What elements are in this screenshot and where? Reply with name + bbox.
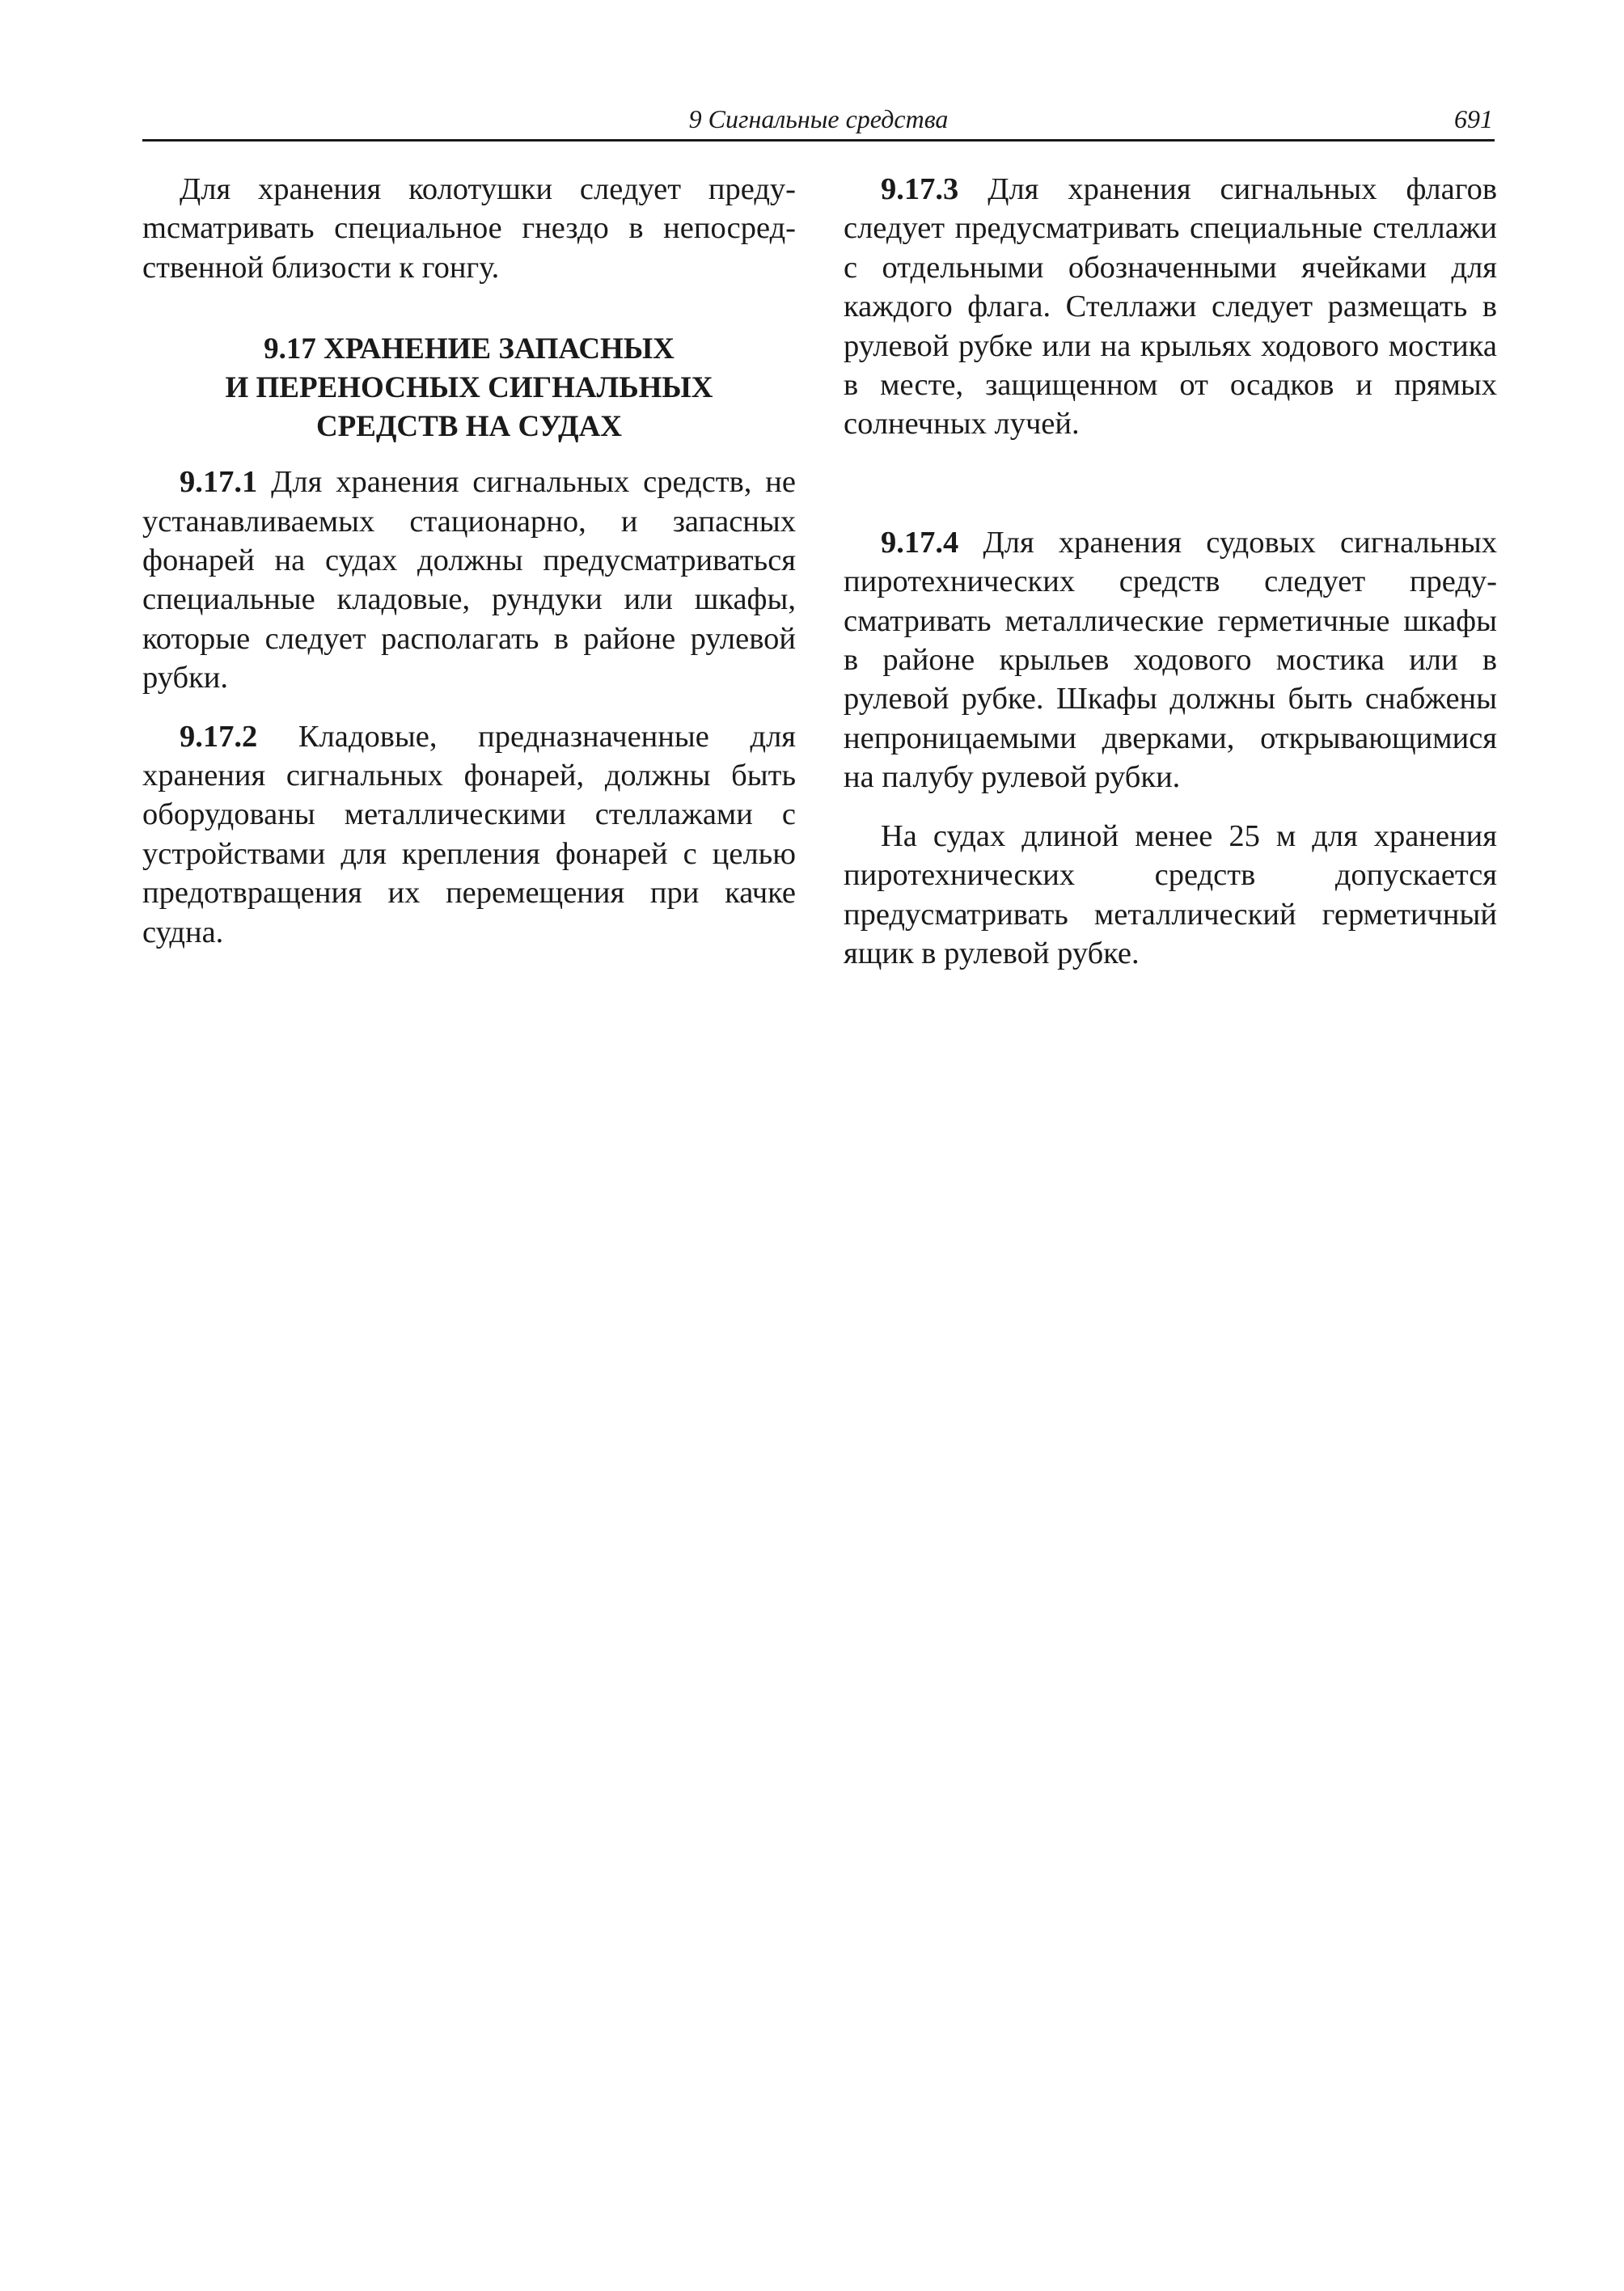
paragraph-9-17-1	[142, 463, 796, 697]
clause-number: 9.17.2	[180, 719, 258, 754]
section-heading-line-2: И ПЕРЕНОСНЫХ СИГНАЛЬНЫХ	[225, 371, 713, 405]
running-header	[142, 105, 1495, 142]
paragraph-9-17-3	[844, 170, 1497, 444]
closing-paragraph: На судах длиной менее 25 м для хранения пиротехнических средств допускается предусматривать металлический герметичный ящик в рулевой рубке.	[844, 818, 1497, 970]
intro-paragraph: Для хранения колотушки следует предуmсматривать специальное гнездо в непосредственной близости к гонгу.	[142, 172, 796, 285]
section-heading-line-1: 9.17 ХРАНЕНИЕ ЗАПАСНЫХ	[264, 332, 675, 366]
clause-number: 9.17.3	[881, 172, 959, 206]
left-column	[142, 170, 796, 952]
section-title: 9 Сигнальные средства	[688, 104, 949, 133]
clause-text: Для хранения сигнальных средств, не устанавливаемых стационарно, и запасных фонарей на судах должны предусматриваться специальные кладовые, рундуки или шкафы, которые следует располагать в районе рулевой рубки.	[142, 465, 796, 695]
right-column	[844, 170, 1497, 973]
paragraph-9-17-4	[844, 523, 1497, 797]
paragraph-9-17-2	[142, 717, 796, 952]
section-heading	[142, 330, 796, 446]
clause-number: 9.17.4	[881, 525, 959, 560]
section-heading-line-3: СРЕДСТВ НА СУДАХ	[315, 410, 623, 444]
clause-text: Для хранения судовых сигнальных пиротехнических средств следует предусматривать металлические герметичные шкафы в районе крыльев ходового мостика или в рулевой рубке. Шкафы должны быть снабжены непроницаемыми дверками, открывающимися на палубу рулевой рубки.	[844, 525, 1498, 795]
clause-text: Для хранения сигнальных флагов следует предусматривать специальные стеллажи с отдельными обозначенными ячейками для каждого флага. Стеллажи следует размещать в рулевой рубке или на крыльях ходового мостика в месте, защищенном от осадков и прямых солнечных лучей.	[844, 172, 1497, 442]
clause-text: Кладовые, предназначенные для хранения сигнальных фонарей, должны быть оборудованы металлическими стеллажами с устройствами для крепления фонарей с целью предотвращения их перемещения при качке судна.	[142, 719, 796, 949]
page-number: 691	[1454, 104, 1493, 133]
clause-number: 9.17.1	[180, 465, 258, 500]
